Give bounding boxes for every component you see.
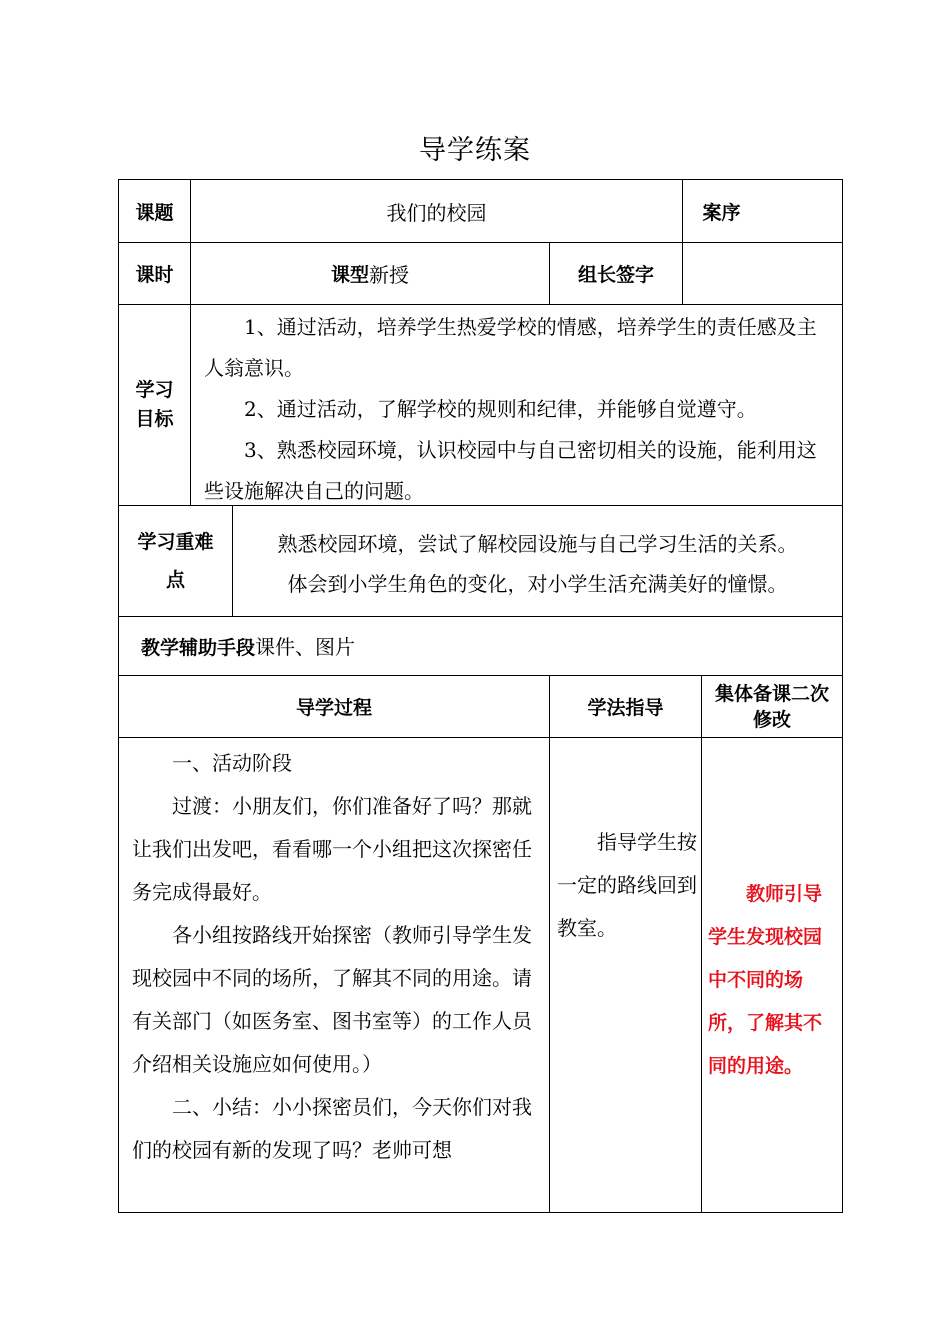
key-point-line: 熟悉校园环境，尝试了解校园设施与自己学习生活的关系。 <box>277 532 798 556</box>
process-paragraph: 各小组按路线开始探密（教师引导学生发现校园中不同的场所，了解其不同的用途。请有关部门（如医务室、图书室等）的工作人员介绍相关设施应如何使用。） <box>132 923 532 1076</box>
revision-text: 教师引导学生发现校园中不同的场所，了解其不同的用途。 <box>708 883 823 1077</box>
process-paragraph: 二、小结：小小探密员们，今天你们对我们的校园有新的发现了吗？老帅可想 <box>132 1095 532 1162</box>
method-body <box>557 821 697 950</box>
topic-value: 我们的校园 <box>386 200 487 225</box>
process-paragraph: 过渡：小朋友们，你们准备好了吗？那就让我们出发吧，看看哪一个小组把这次探密任务完成得最好。 <box>132 794 532 904</box>
method-text: 指导学生按一定的路线回到教室。 <box>557 830 697 940</box>
lesson-type-label: 课型 <box>330 264 369 286</box>
revision-body <box>708 873 837 1088</box>
key-points-text <box>233 524 842 604</box>
method-header: 学法指导 <box>587 697 664 719</box>
order-value <box>760 180 842 242</box>
sign-label: 组长签字 <box>577 264 654 286</box>
topic-label: 课题 <box>135 201 174 224</box>
lesson-type <box>191 243 549 304</box>
lesson-type-value: 新授 <box>369 263 409 287</box>
goals-label: 学习目标 <box>135 379 174 430</box>
goal-item: 2、通过活动，了解学校的规则和纪律，并能够自觉遵守。 <box>244 397 757 421</box>
process-body <box>132 742 537 1172</box>
sign-value <box>683 243 842 304</box>
aids-value: 课件、图片 <box>255 635 356 659</box>
key-point-line: 体会到小学生角色的变化，对小学生活充满美好的憧憬。 <box>287 572 788 596</box>
process-paragraph: 一、活动阶段 <box>172 751 292 775</box>
revision-header: 集体备课二次修改 <box>714 682 829 731</box>
goal-item: 3、熟悉校园环境，认识校园中与自己密切相关的设施，能利用这些设施解决自己的问题。 <box>204 438 817 503</box>
aids-row <box>141 633 355 662</box>
goal-item: 1、通过活动，培养学生热爱学校的情感，培养学生的责任感及主人翁意识。 <box>204 315 817 380</box>
aids-label: 教学辅助手段 <box>141 637 256 659</box>
process-header: 导学过程 <box>295 697 372 719</box>
order-label: 案序 <box>702 201 741 224</box>
document-title: 导学练案 <box>419 135 531 166</box>
lesson-label: 课时 <box>135 264 174 286</box>
key-points-label: 学习重难点 <box>137 531 214 591</box>
goals-list <box>204 307 826 512</box>
